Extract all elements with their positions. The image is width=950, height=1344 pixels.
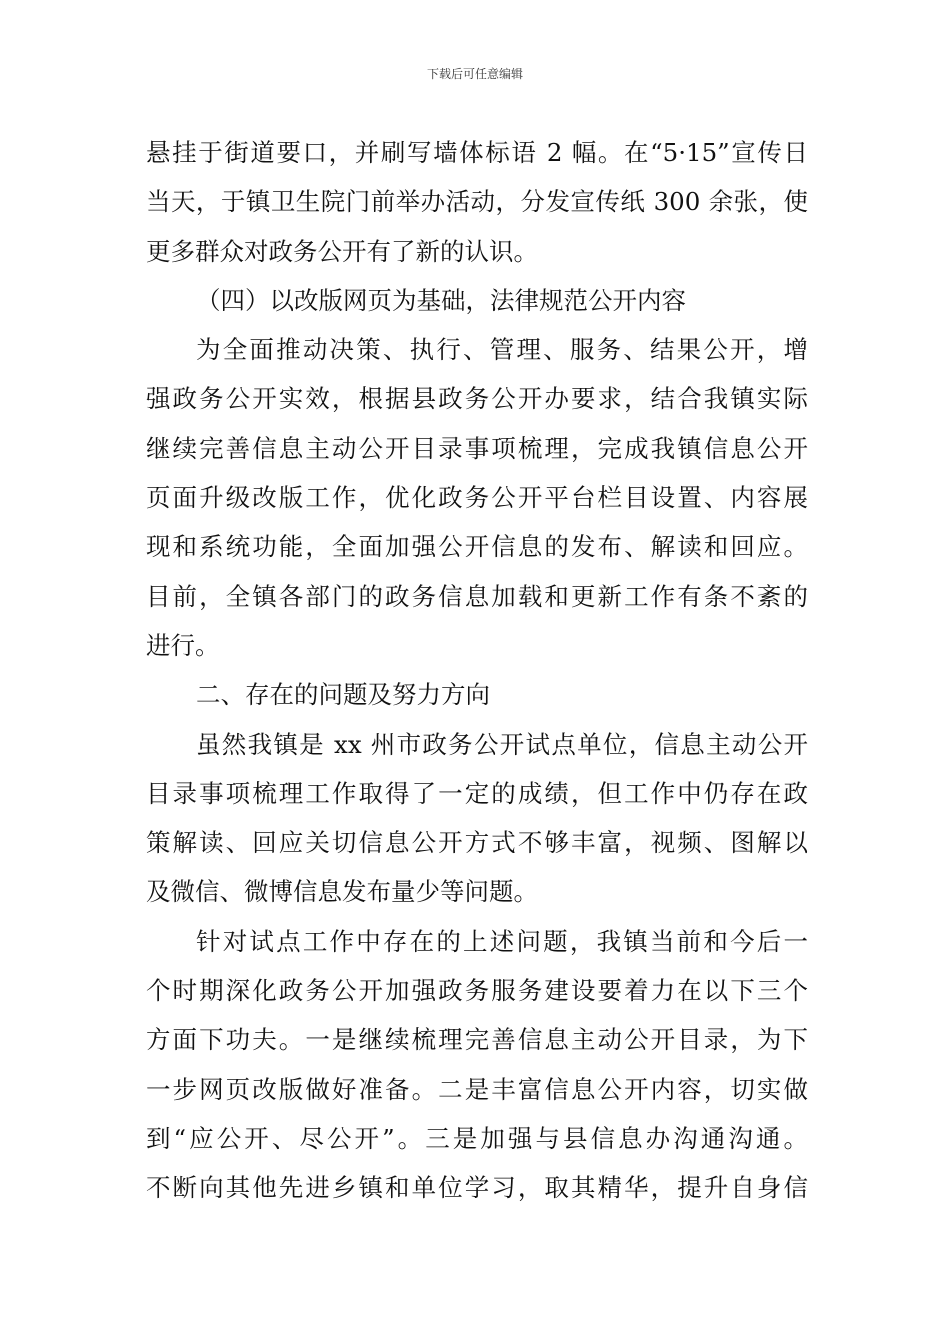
text-line: 目前，全镇各部门的政务信息加载和更新工作有条不紊的 [146, 581, 808, 611]
text-line: 及微信、微博信息发布量少等问题。 [146, 877, 538, 907]
text-line: 方面下功夫。一是继续梳理完善信息主动公开目录，为下 [146, 1025, 808, 1055]
text-line: 页面升级改版工作，优化政务公开平台栏目设置、内容展 [146, 483, 808, 513]
text-line: 策解读、回应关切信息公开方式不够丰富，视频、图解以 [146, 828, 808, 858]
text-line: 继续完善信息主动公开目录事项梳理，完成我镇信息公开 [146, 433, 808, 463]
text-line: 目录事项梳理工作取得了一定的成绩，但工作中仍存在政 [146, 778, 808, 808]
text-line: 到“应公开、尽公开”。三是加强与县信息办沟通沟通。 [146, 1123, 808, 1153]
text-line: 针对试点工作中存在的上述问题，我镇当前和今后一 [196, 926, 808, 956]
text-line: 进行。 [146, 630, 220, 660]
document-body [146, 128, 808, 1213]
text-line: 不断向其他先进乡镇和单位学习，取其精华，提升自身信 [146, 1173, 808, 1203]
text-line: 强政务公开实效，根据县政务公开办要求，结合我镇实际 [146, 384, 808, 414]
section-heading: （四）以改版网页为基础，法律规范公开内容 [196, 285, 686, 315]
text-line: 为全面推动决策、执行、管理、服务、结果公开，增 [196, 335, 808, 365]
text-line: 个时期深化政务公开加强政务服务建设要着力在以下三个 [146, 976, 808, 1006]
page-header: 下载后可任意编辑 [426, 67, 523, 81]
text-line: 一步网页改版做好准备。二是丰富信息公开内容，切实做 [146, 1074, 808, 1104]
text-line: 现和系统功能，全面加强公开信息的发布、解读和回应。 [146, 532, 808, 562]
text-line: 更多群众对政务公开有了新的认识。 [146, 236, 538, 266]
text-line: 悬挂于街道要口，并刷写墙体标语 2 幅。在“5·15”宣传日 [146, 138, 808, 167]
text-line: 当天，于镇卫生院门前举办活动，分发宣传纸 300 余张，使 [146, 187, 808, 217]
text-line: 虽然我镇是 xx 州市政务公开试点单位，信息主动公开 [196, 729, 808, 759]
section-heading: 二、存在的问题及努力方向 [196, 680, 490, 710]
